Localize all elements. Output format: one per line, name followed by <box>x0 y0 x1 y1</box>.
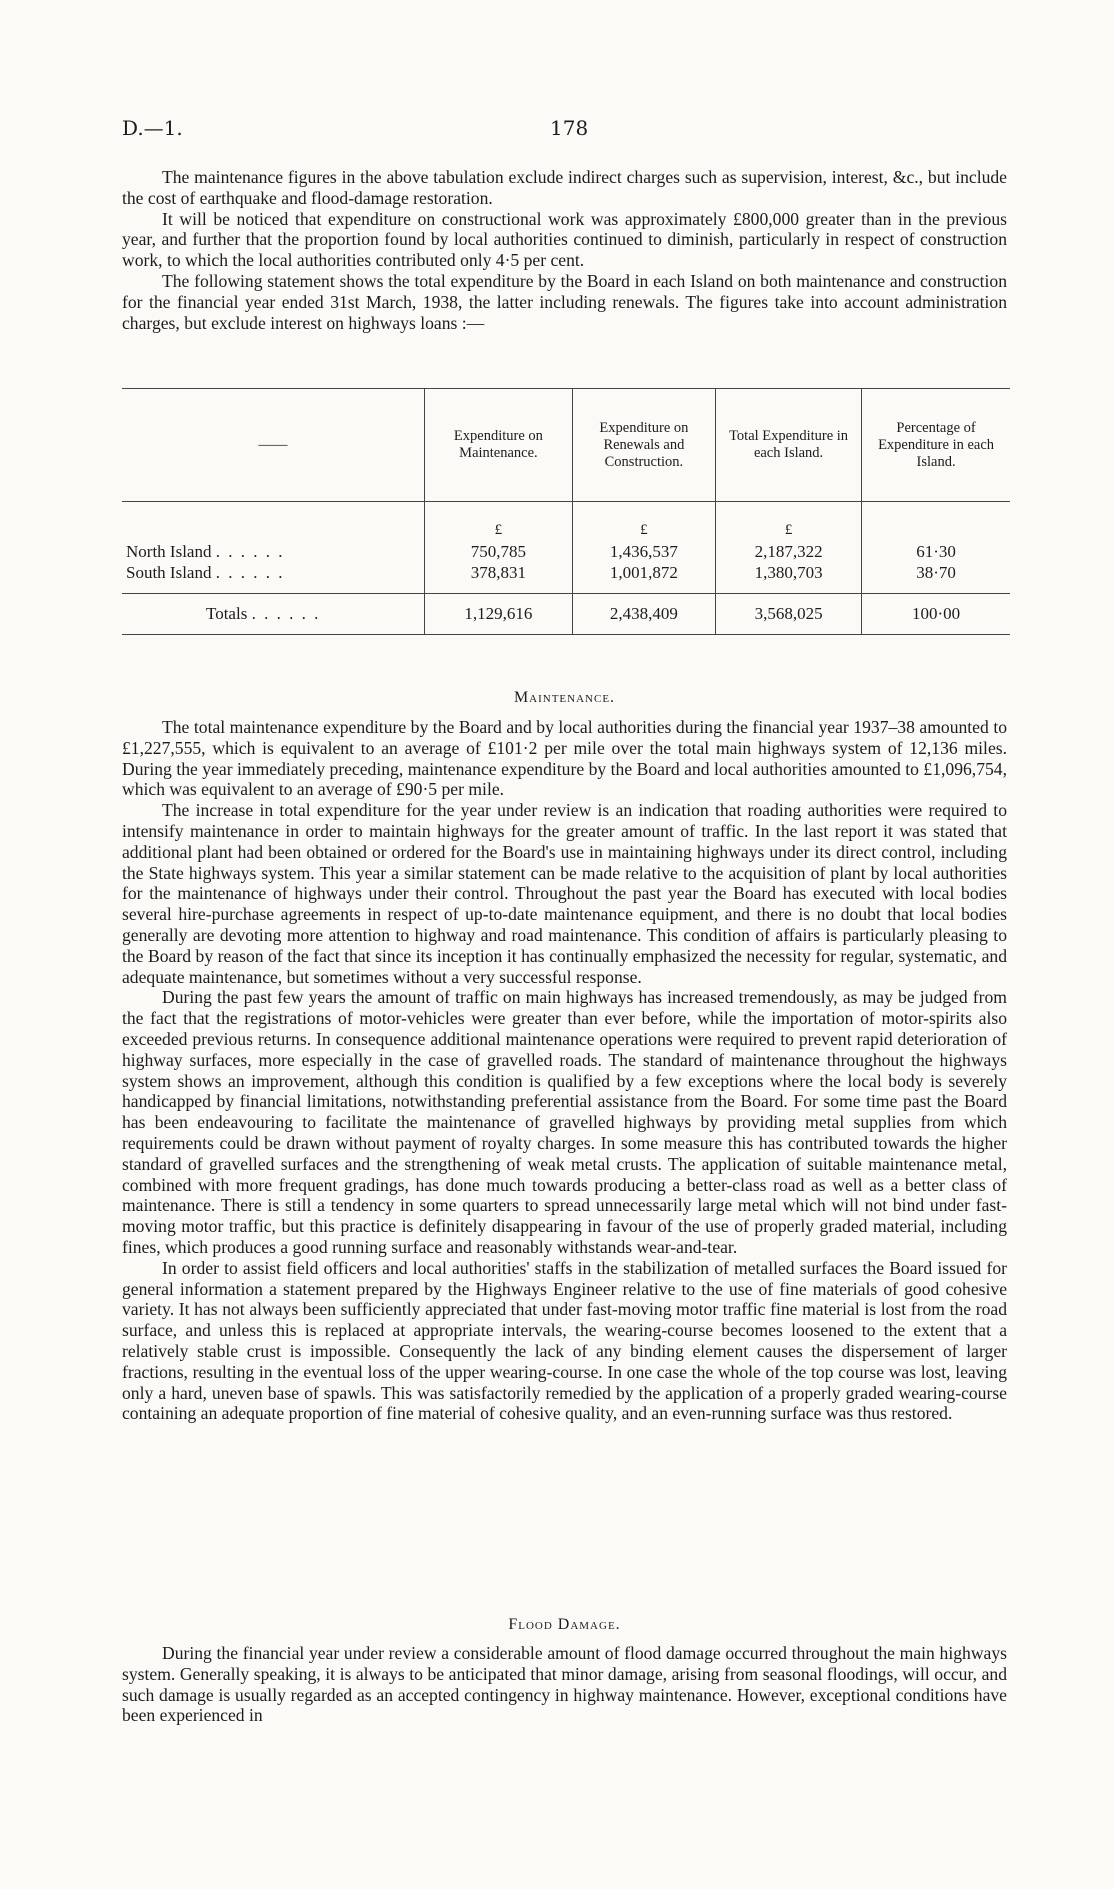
currency-row <box>122 502 1010 542</box>
total-total: 3,568,025 <box>716 593 862 634</box>
totals-row <box>122 593 1010 634</box>
cell-percentage: 38·70 <box>862 562 1010 583</box>
total-percentage: 100·00 <box>862 593 1010 634</box>
document-reference: D.—1. <box>122 116 183 140</box>
flood-damage-section <box>122 1643 1007 1726</box>
paragraph: The following statement shows the total expenditure by the Board in each Island on both maintenance and construction for the financial year ended 31st March, 1938, the latter including renewals. The figures take into account administration charges, but exclude interest on highways loans :— <box>122 270 1007 333</box>
paragraph: The maintenance figures in the above tabulation exclude indirect charges such as supervision, interest, &c., but include the cost of earthquake and flood-damage restoration. <box>122 167 1007 208</box>
intro-section <box>122 167 1007 333</box>
cell-total: 1,380,703 <box>716 562 862 583</box>
cell-total: 2,187,322 <box>716 541 862 562</box>
leader-dots: . . . . . . <box>215 542 285 561</box>
leader-dots: . . . . . . <box>251 604 321 623</box>
table-row <box>122 562 1010 583</box>
header-percentage: Percentage of Expenditure in each Island. <box>862 389 1010 502</box>
paragraph: During the financial year under review a considerable amount of flood damage occurred throughout the main highways system. Generally speaking, it is always to be anticipated that minor damage, arising from seasonal floodings, will occur, and such damage is usually regarded as an accepted contingency in highway maintenance. However, exceptional conditions have been experienced in <box>122 1643 1007 1726</box>
cell-maintenance: 750,785 <box>425 541 573 562</box>
paragraph: It will be noticed that expenditure on constructional work was approximately £800,000 greater than in the previous year, and further that the proportion found by local authorities continued to diminish, particularly in respect of construction work, to which the local authorities contributed only 4·5 per cent. <box>122 208 1007 271</box>
maintenance-section <box>122 717 1007 1424</box>
currency-symbol: £ <box>716 502 862 542</box>
section-heading-maintenance: Maintenance. <box>513 689 616 706</box>
header-renewals: Expenditure on Renewals and Construction. <box>572 389 715 502</box>
table-row <box>122 541 1010 562</box>
total-renewals: 2,438,409 <box>572 593 715 634</box>
totals-label: Totals . . . . . . <box>122 593 425 634</box>
header-maintenance: Expenditure on Maintenance. <box>425 389 573 502</box>
paragraph: The increase in total expenditure for the year under review is an indication that roading authorities were required to intensify maintenance in order to maintain highways for the greater amount of traffic. In the last report it was stated that additional plant had been obtained or ordered for the Board's use in maintaining highways under its direct control, including the State highways system. This year a similar statement can be made relative to the acquisition of plant by local authorities for the maintenance of highways under their control. Throughout the past year the Board has executed with local bodies several hire-purchase agreements in respect of up-to-date maintenance equipment, and there is no doubt that local bodies generally are devoting more attention to highway and road maintenance. This condition of affairs is particularly pleasing to the Board by reason of the fact that since its inception it has continually emphasized the necessity for regular, systematic, and adequate maintenance, but sometimes without a very successful response. <box>122 800 1007 987</box>
cell-renewals: 1,436,537 <box>572 541 715 562</box>
cell-percentage: 61·30 <box>862 541 1010 562</box>
cell-maintenance: 378,831 <box>425 562 573 583</box>
leader-dots: . . . . . . <box>215 563 285 582</box>
total-maintenance: 1,129,616 <box>425 593 573 634</box>
page-number: 178 <box>550 116 589 140</box>
header-total: Total Expenditure in each Island. <box>716 389 862 502</box>
paragraph: During the past few years the amount of traffic on main highways has increased tremendously, as may be judged from the fact that the registrations of motor-vehicles were greater than ever before, while the importation of motor-spirits also exceeded previous returns. In consequence additional maintenance operations were required to prevent rapid deterioration of highway surfaces, more especially in the case of gravelled roads. The standard of maintenance throughout the highways system shows an improvement, although this condition is qualified by a few exceptions where the local body is severely handicapped by financial limitations, notwithstanding preferential assistance from the Board. For some time past the Board has been endeavouring to facilitate the maintenance of gravelled highways by providing metal supplies from which requirements could be drawn without payment of royalty charges. In some measure this has contributed towards the higher standard of gravelled surfaces and the strengthening of weak metal crusts. The application of suitable maintenance metal, combined with more frequent gradings, has done much towards producing a better-class road as well as a better class of maintenance. There is still a tendency in some quarters to spread unnecessarily large metal which will not bind under fast-moving motor traffic, but this practice is definitely disappearing in favour of the use of properly graded material, including fines, which produces a good running surface and reasonably withstands wear-and-tear. <box>122 987 1007 1257</box>
currency-symbol: £ <box>572 502 715 542</box>
table-header-row <box>122 389 1010 502</box>
page-header <box>122 116 1012 146</box>
row-label: South Island . . . . . . <box>126 563 285 582</box>
expenditure-table <box>122 388 1010 635</box>
paragraph: In order to assist field officers and local authorities' staffs in the stabilization of metalled surfaces the Board issued for general information a statement prepared by the Highways Engineer relative to the use of fine materials of good cohesive variety. It has not always been sufficiently appreciated that under fast-moving motor traffic fine material is lost from the road surface, and unless this is replaced at appropriate intervals, the wearing-course becomes loosened to the extent that a relatively stable crust is impossible. Consequently the lack of any binding element causes the dispersement of larger fractions, resulting in the eventual loss of the upper wearing-course. In one case the whole of the top course was lost, leaving only a hard, uneven base of spawls. This was satisfactorily remedied by the application of a properly graded wearing-course containing an adequate proportion of fine material of cohesive quality, and an even-running surface was thus restored. <box>122 1257 1007 1424</box>
header-label: —— <box>122 389 425 502</box>
currency-symbol: £ <box>425 502 573 542</box>
row-label: North Island . . . . . . <box>126 542 285 561</box>
paragraph: The total maintenance expenditure by the Board and by local authorities during the financial year 1937–38 amounted to £1,227,555, which is equivalent to an average of £101·2 per mile over the total main highways system of 12,136 miles. During the year immediately preceding, maintenance expenditure by the Board and local authorities amounted to £1,096,754, which was equivalent to an average of £90·5 per mile. <box>122 717 1007 800</box>
cell-renewals: 1,001,872 <box>572 562 715 583</box>
section-heading-flood-damage: Flood Damage. <box>508 1616 621 1633</box>
